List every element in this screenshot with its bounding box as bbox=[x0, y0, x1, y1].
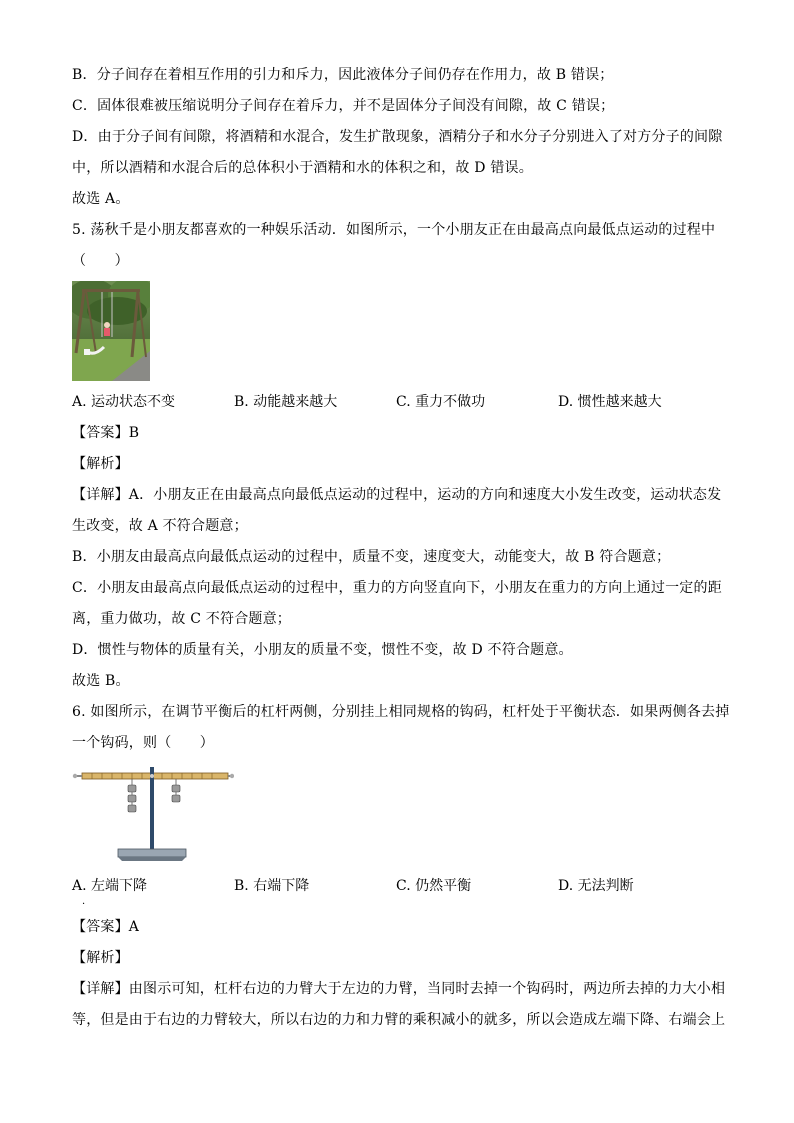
question-5-stem: 5. 荡秋千是小朋友都喜欢的一种娱乐活动．如图所示，一个小朋友正在由最高点向最低点运动的过程中 bbox=[72, 222, 716, 238]
option-b[interactable]: B. 动能越来越大 bbox=[234, 394, 338, 410]
detail-line: 等，但是由于右边的力臂较大，所以右边的力和力臂的乘积减小的就多，所以会造成左端下降、右端会上 bbox=[72, 1012, 726, 1028]
dot-mark: · bbox=[82, 899, 86, 910]
option-d[interactable]: D. 无法判断 bbox=[558, 878, 634, 894]
swing-photo-image bbox=[72, 281, 150, 381]
detail-line: 故选 B。 bbox=[72, 673, 130, 689]
option-d[interactable]: D. 惯性越来越大 bbox=[558, 394, 662, 410]
answer-label: 【答案】B bbox=[72, 425, 140, 441]
option-c[interactable]: C. 仍然平衡 bbox=[396, 878, 472, 894]
option-a[interactable]: A. 运动状态不变 bbox=[72, 394, 176, 410]
lever-diagram-image bbox=[72, 765, 234, 865]
text-line: B．分子间存在着相互作用的引力和斥力，因此液体分子间仍存在作用力，故 B 错误； bbox=[72, 67, 614, 83]
question-5-stem-bracket: （ ） bbox=[72, 253, 129, 269]
option-b[interactable]: B. 右端下降 bbox=[234, 878, 310, 894]
detail-line: 【详解】由图示可知，杠杆右边的力臂大于左边的力臂，当同时去掉一个钩码时，两边所去掉的力大小相 bbox=[72, 981, 726, 997]
text-line: 中，所以酒精和水混合后的总体积小于酒精和水的体积之和，故 D 错误。 bbox=[72, 160, 533, 176]
option-a[interactable]: A. 左端下降 bbox=[72, 878, 148, 894]
lever-diagram bbox=[72, 765, 234, 865]
detail-line: 生改变，故 A 不符合题意； bbox=[72, 518, 248, 534]
question-5-options bbox=[72, 387, 728, 418]
detail-line: D．惯性与物体的质量有关，小朋友的质量不变，惯性不变，故 D 不符合题意。 bbox=[72, 642, 573, 658]
swing-photo bbox=[72, 281, 150, 381]
text-line: 故选 A。 bbox=[72, 191, 130, 207]
document-page bbox=[72, 60, 728, 1036]
text-line: C．固体很难被压缩说明分子间存在着斥力，并不是固体分子间没有间隙，故 C 错误； bbox=[72, 98, 615, 114]
analysis-label: 【解析】 bbox=[72, 456, 129, 472]
question-6-options bbox=[72, 871, 728, 902]
question-6-stem-2: 一个钩码，则（ ） bbox=[72, 735, 214, 751]
detail-line: C．小朋友由最高点向最低点运动的过程中，重力的方向竖直向下，小朋友在重力的方向上通过一定的距 bbox=[72, 580, 722, 596]
question-6-stem: 6. 如图所示，在调节平衡后的杠杆两侧，分别挂上相同规格的钩码，杠杆处于平衡状态．如果两侧各去掉 bbox=[72, 704, 730, 720]
detail-line: B．小朋友由最高点向最低点运动的过程中，质量不变，速度变大，动能变大，故 B 符合题意； bbox=[72, 549, 671, 565]
detail-line: 【详解】A．小朋友正在由最高点向最低点运动的过程中，运动的方向和速度大小发生改变，运动状态发 bbox=[72, 487, 722, 503]
analysis-label: 【解析】 bbox=[72, 950, 129, 966]
answer-label: 【答案】A bbox=[72, 919, 140, 935]
option-c[interactable]: C. 重力不做功 bbox=[396, 394, 486, 410]
detail-line: 离，重力做功，故 C 不符合题意； bbox=[72, 611, 292, 627]
text-line: D．由于分子间有间隙，将酒精和水混合，发生扩散现象，酒精分子和水分子分别进入了对方分子的间隙 bbox=[72, 129, 723, 145]
